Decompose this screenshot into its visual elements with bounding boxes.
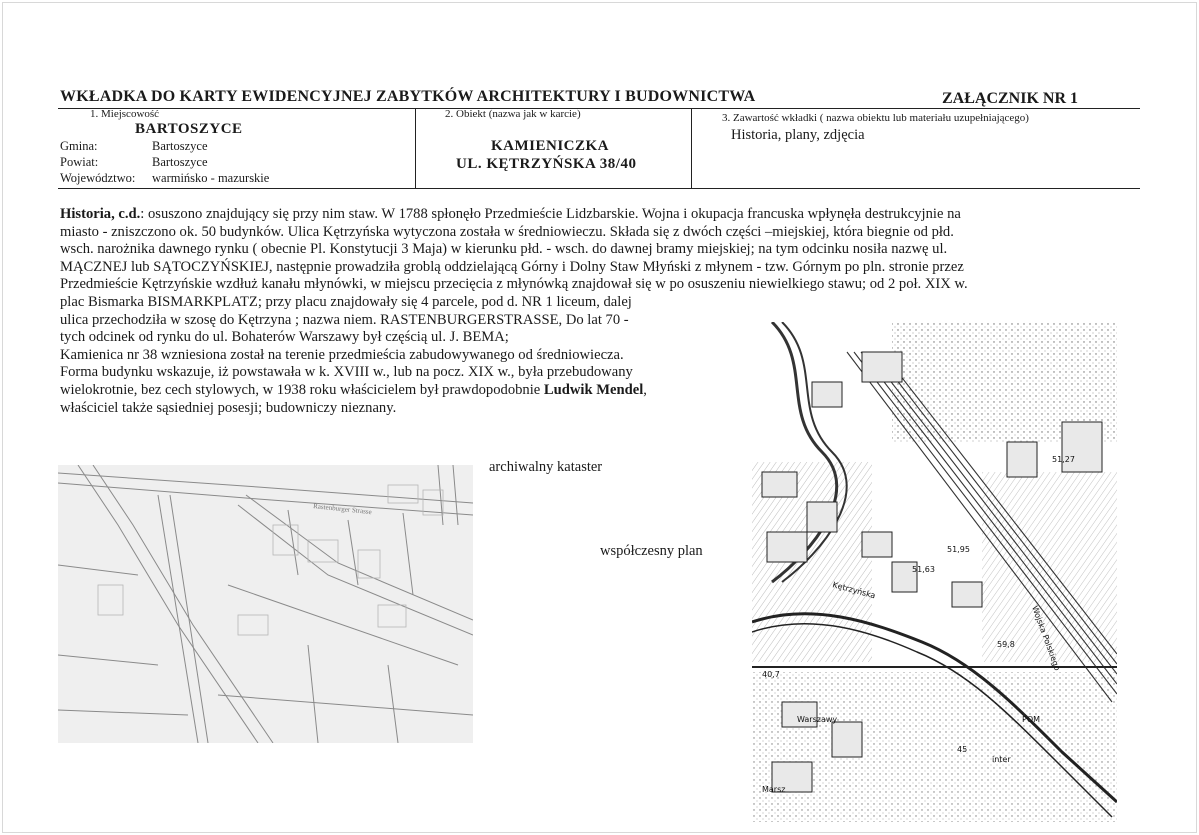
elevation-label: 51,95 xyxy=(947,545,970,554)
body-line: Forma budynku wskazuje, iż powstawała w k. XVIII w., lub na pocz. XIX w., była przebudowany xyxy=(60,364,633,381)
modern-plan-caption: współczesny plan xyxy=(600,543,703,559)
insert-content-label: 3. Zawartość wkładki ( nazwa obiektu lub materiału uzupełniającego) xyxy=(722,112,1029,124)
modern-plan-map xyxy=(752,322,1117,822)
body-line: MĄCZNEJ lub SĄTOCZYŃSKIEJ, następnie prowadziła groblą oddzielającą Górny i Dolny Staw Młyński z młynem - tzw. Górnym po pln. stronie przez xyxy=(60,258,964,275)
column-divider xyxy=(691,108,692,188)
powiat-value: Bartoszyce xyxy=(152,155,208,169)
column-divider xyxy=(415,108,416,188)
object-name: KAMIENICZKA xyxy=(491,138,610,154)
voivodeship-label: Województwo: xyxy=(60,171,136,185)
body-line: wsch. narożnika dawnego rynku ( obecnie Pl. Konstytucji 3 Maja) w kierunku płd. - wsch. do dawnej bramy miejskiej; na tym odcinku nosiła nazwę ul. xyxy=(60,241,948,258)
header-bottom-rule xyxy=(58,188,1140,189)
street-label: Marsz xyxy=(762,785,786,794)
body-line: miasto - zniszczono ok. 50 budynków. Ulica Kętrzyńska wytyczona została w średniowieczu. Składa się z dwóch części –miejskiej, która biegnie od płd. xyxy=(60,223,954,240)
street-label: Warszawy xyxy=(797,715,838,724)
elevation-label: 40,7 xyxy=(762,670,780,679)
page-title: WKŁADKA DO KARTY EWIDENCYJNEJ ZABYTKÓW ARCHITEKTURY I BUDOWNICTWA xyxy=(60,88,756,105)
cadaster-street-label: Rastenburger Strasse xyxy=(312,502,373,517)
town-name: BARTOSZYCE xyxy=(135,121,243,137)
locality-label: 1. Miejscowość xyxy=(90,108,160,120)
body-line: ulica przechodziła w szosę do Kętrzyna ; nazwa niem. RASTENBURGERSTRASSE, Do lat 70 - xyxy=(60,311,629,328)
header-rule xyxy=(58,108,1140,109)
elevation-label: 45 xyxy=(957,745,968,754)
insert-content-value: Historia, plany, zdjęcia xyxy=(731,127,865,143)
voivodeship-value: warmińsko - mazurskie xyxy=(152,171,270,185)
body-line: wielokrotnie, bez cech stylowych, w 1938 roku właścicielem był prawdopodobnie Ludwik Mendel, xyxy=(60,381,647,398)
object-label: 2. Obiekt (nazwa jak w karcie) xyxy=(445,108,581,120)
body-line: Historia, c.d.: osuszono znajdujący się przy nim staw. W 1788 spłonęło Przedmieście Lidzbarskie. Wojna i okupacja francuska wpłynęła destrukcyjnie na xyxy=(60,206,961,222)
street-label: Kętrzyńska xyxy=(831,580,877,601)
cadaster-map-drawing xyxy=(58,465,473,743)
owner-name: Ludwik Mendel xyxy=(543,381,644,398)
elevation-label: 59,8 xyxy=(997,640,1015,649)
body-line: plac Bismarka BISMARKPLATZ; przy placu znajdowały się 4 parcele, pod d. NR 1 liceum, dalej xyxy=(60,293,632,310)
object-address: UL. KĘTRZYŃSKA 38/40 xyxy=(456,156,637,172)
cadaster-caption: archiwalny kataster xyxy=(489,459,603,475)
body-line: Kamienica nr 38 wzniesiona został na terenie przedmieścia zabudowywanego od średniowiecza. xyxy=(60,346,624,363)
body-line: Przedmieście Kętrzyńskie wzdłuż kanału młynówki, w miejscu przecięcia z młynówką znajdował się w po osuszeniu niewielkiego stawu; od 2 poł. XIX w. xyxy=(60,276,968,293)
modern-plan-drawing xyxy=(752,322,1117,822)
elevation-label: 51,27 xyxy=(1052,455,1075,464)
gmina-value: Bartoszyce xyxy=(152,139,208,153)
body-line: tych odcinek od rynku do ul. Bohaterów Warszawy był częścią ul. J. BEMA; xyxy=(60,329,509,346)
powiat-label: Powiat: xyxy=(60,155,99,169)
annex-label: ZAŁĄCZNIK NR 1 xyxy=(942,90,1079,107)
street-label: Wojska Polskiego xyxy=(1030,604,1062,672)
cadaster-map xyxy=(58,465,473,743)
map-label: inter xyxy=(992,755,1011,764)
elevation-label: 51,63 xyxy=(912,565,935,574)
gmina-label: Gmina: xyxy=(60,139,98,153)
map-label: POM xyxy=(1022,715,1041,724)
body-line: właściciel także sąsiedniej posesji; budowniczy nieznany. xyxy=(60,399,397,416)
history-lead: Historia, c.d. xyxy=(60,206,141,222)
